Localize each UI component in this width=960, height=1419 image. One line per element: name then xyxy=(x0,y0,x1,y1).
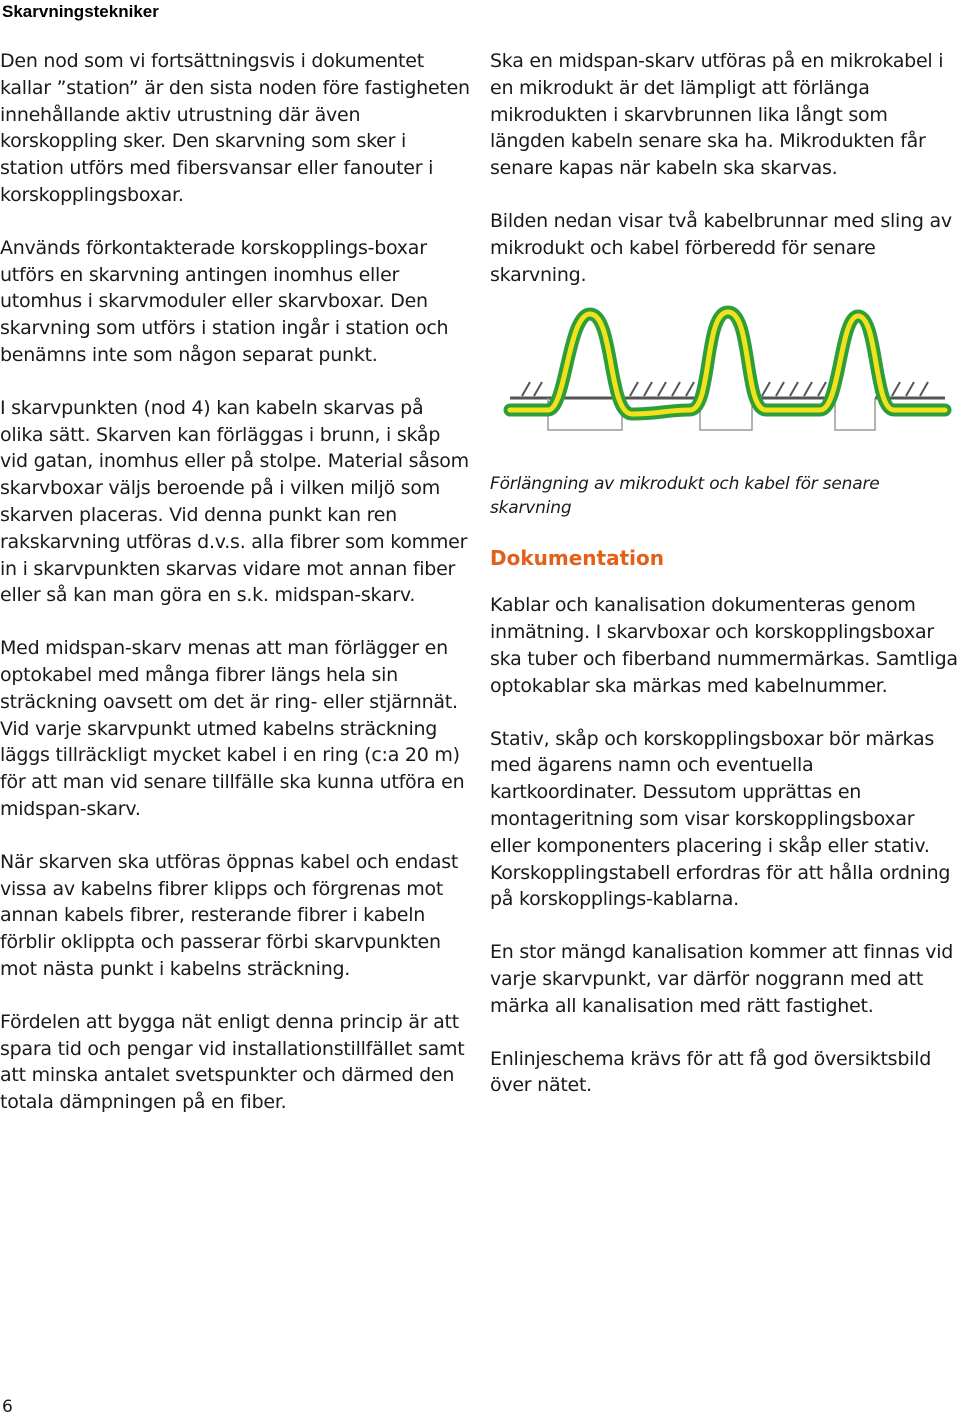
microduct-sling-illustration xyxy=(490,294,960,434)
paragraph-dokumentation-4: Enlinjeschema krävs för att få god översiktsbild över nätet. xyxy=(490,1047,932,1097)
paragraph-skarvpunkten: I skarvpunkten (nod 4) kan kabeln skarvas på olika sätt. Skarven kan förläggas i brunn, i skåp vid gatan, inomhus eller på stolpe. Material såsom skarvboxar väljs beroende på i vilken miljö som skarven placeras. Vid denna punkt kan ren rakskarvning utföras d.v.s. alla fibrer som kommer in i skarvpunkten skarvas vidare mot annan fiber eller så kan man göra en s.k. midspan-skarv. xyxy=(0,396,469,607)
right-column xyxy=(490,48,960,1125)
page-number: 6 xyxy=(2,1397,13,1417)
paragraph-station: Den nod som vi fortsättningsvis i dokumentet kallar ”station” är den sista noden före fastigheten innehållande aktiv utrustning där även korskoppling sker. Den skarvning som sker i station utförs med fibersvansar eller fanouter i korskopplingsboxar. xyxy=(0,50,470,206)
paragraph-skarv-utforande: När skarven ska utföras öppnas kabel och endast vissa av kabelns fibrer klipps och förgrenas mot annan kabels fibrer, resterande fibrer i kabeln förblir oklippta och passerar förbi skarvpunkten mot nästa punkt i kabelns sträckning. xyxy=(0,850,459,980)
paragraph-dokumentation-3: En stor mängd kanalisation kommer att finnas vid varje skarvpunkt, var därför noggrann med att märka all kanalisation med rätt fastighet. xyxy=(490,941,954,1017)
figure-microduct-slings xyxy=(490,294,960,434)
paragraph-mikrokabel: Ska en midspan-skarv utföras på en mikrokabel i en mikrodukt är det lämpligt att förlänga mikrodukten i skarvbrunnen lika långt som längden kabeln senare ska ha. Mikrodukten får senare kapas när kabeln ska skarvas. xyxy=(490,50,944,180)
paragraph-dokumentation-2: Stativ, skåp och korskopplingsboxar bör märkas med ägarens namn och eventuella kartkoordinater. Dessutom upprättas en montageritning som visar korskopplingsboxar eller komponenters placering i skåp eller stativ. Korskopplingstabell erfordras för att hålla ordning på korskopplings-kablarna. xyxy=(490,727,951,911)
paragraph-bilden: Bilden nedan visar två kabelbrunnar med sling av mikrodukt och kabel förberedd för senare skarvning. xyxy=(490,209,952,286)
paragraph-fordelen: Fördelen att bygga nät enligt denna princip är att spara tid och pengar vid installationstillfället samt att minska antalet svetspunkter och därmed den totala dämpningen på en fiber. xyxy=(0,1010,465,1114)
paragraph-midspan-definition: Med midspan-skarv menas att man förlägger en optokabel med många fibrer längs hela sin sträckning oavsett om det är ring- eller stjärnnät. Vid varje skarvpunkt utmed kabelns sträckning läggs tillräckligt mycket kabel i en ring (c:a 20 m) för att man vid senare tillfälle ska kunna utföra en midspan-skarv. xyxy=(0,637,465,820)
paragraph-forkontakterade: Används förkontakterade korskopplings-boxar utförs en skarvning antingen inomhus eller utomhus i skarvmoduler eller skarvboxar. Den skarvning som utförs i station ingår i station och benämns inte som någon separat punkt. xyxy=(0,236,449,366)
section-title-dokumentation: Dokumentation xyxy=(490,546,664,571)
page-heading: Skarvningstekniker xyxy=(2,2,159,21)
figure-caption: Förlängning av mikrodukt och kabel för senare skarvning xyxy=(490,474,880,519)
left-column xyxy=(0,48,470,1142)
paragraph-dokumentation-1: Kablar och kanalisation dokumenteras genom inmätning. I skarvboxar och korskopplingsboxar ska tuber och fiberband nummermärkas. Samtliga optokablar ska märkas med kabelnummer. xyxy=(490,594,958,697)
